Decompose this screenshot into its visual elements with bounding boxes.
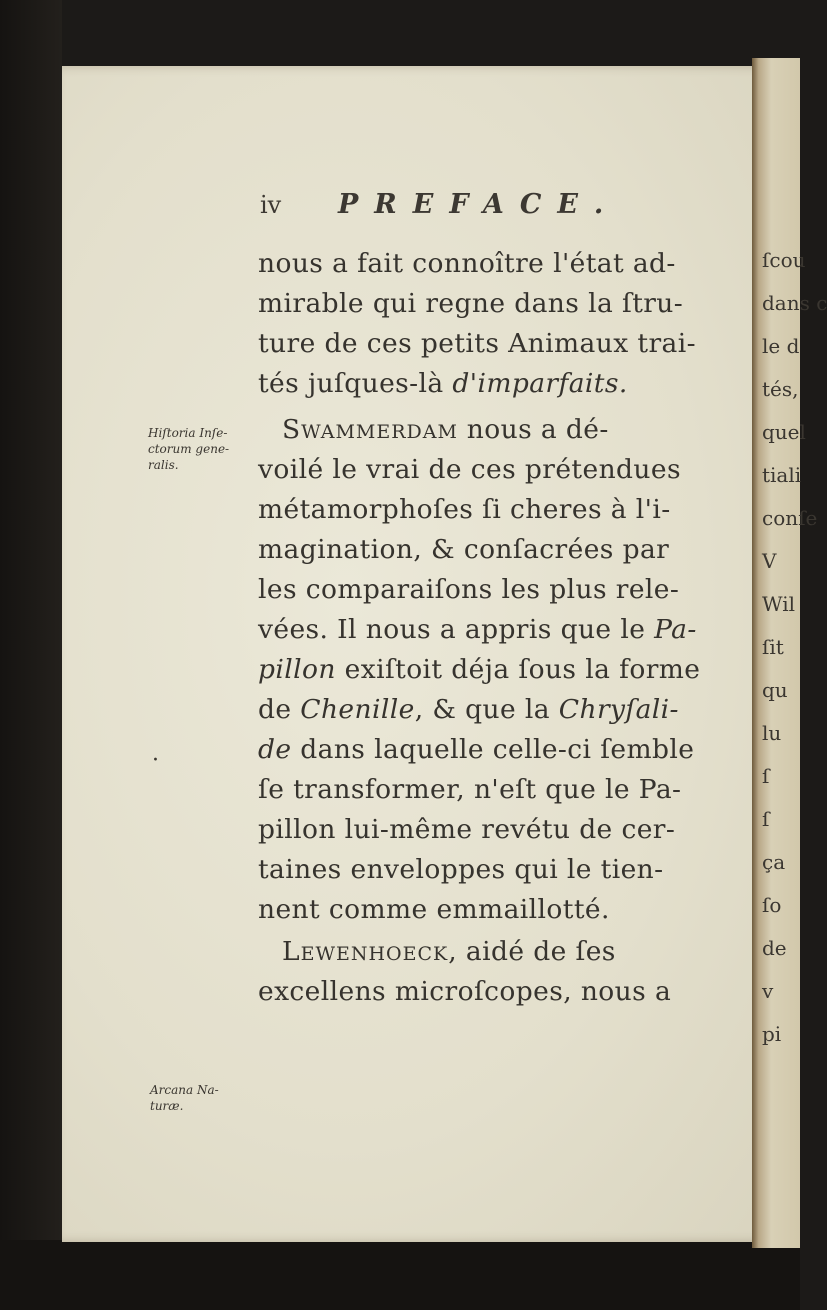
author-name-lewenhoeck: Lewenhoeck [282, 936, 449, 967]
text-line [282, 410, 609, 450]
italic-run: Pa- [654, 614, 697, 645]
text-line [258, 610, 697, 650]
margin-note-line: turæ. [150, 1099, 184, 1113]
text-line: taines enveloppes qui le tien- [258, 854, 664, 885]
stray-ink-mark: · [152, 748, 159, 773]
facing-text-fragment: pi [762, 1022, 782, 1046]
text-line: nous a fait connoître l'état ad- [258, 248, 676, 279]
facing-text-fragment: v [762, 979, 774, 1003]
background-left [0, 0, 62, 1310]
facing-text-fragment: ça [762, 850, 786, 874]
italic-run: d'imparfaits. [452, 368, 628, 399]
text-line [258, 650, 700, 690]
text-line: voilé le vrai de ces prétendues [258, 454, 681, 485]
text-line: métamorphoſes ſi cheres à l'i- [258, 494, 671, 525]
facing-text-fragment: le d [762, 334, 800, 358]
text-run: dans laquelle celle-ci ſemble [291, 734, 695, 765]
text-run: , aidé de ſes [448, 936, 616, 967]
text-line [258, 364, 628, 404]
facing-text-fragment: ſ [762, 807, 770, 831]
text-run: tés juſques-là [258, 368, 453, 399]
facing-text-fragment: ſ [762, 764, 770, 788]
text-line: mirable qui regne dans la ſtru- [258, 288, 684, 319]
facing-text-fragment: ſit [762, 635, 784, 659]
text-line: magination, & conſacrées par [258, 534, 670, 565]
italic-run: Chenille [300, 694, 415, 725]
facing-text-fragment: ſo [762, 893, 782, 917]
facing-page-edge [752, 58, 827, 1248]
facing-text-fragment: qu [762, 678, 788, 702]
text-line: excellens microſcopes, nous a [258, 976, 672, 1007]
margin-note-line: ctorum gene- [148, 442, 230, 456]
facing-text-fragment: ſcou [762, 248, 806, 272]
facing-text-fragment: lu [762, 721, 782, 745]
margin-note-arcana [150, 1082, 219, 1114]
margin-note-line: ralis. [148, 458, 179, 472]
margin-note-historia [148, 425, 229, 473]
facing-text-fragment: Wil [762, 592, 795, 616]
text-line: les comparaiſons les plus rele- [258, 574, 680, 605]
italic-run: de [258, 734, 292, 765]
running-title: PREFACE. [338, 189, 620, 220]
text-run: de [258, 694, 301, 725]
text-line [258, 690, 679, 730]
text-line: pillon lui-même revétu de cer- [258, 814, 676, 845]
italic-run: pillon [258, 654, 336, 685]
facing-text-fragment: tiali [762, 463, 802, 487]
text-line: nent comme emmaillotté. [258, 894, 610, 925]
text-line [282, 932, 616, 972]
text-line [258, 730, 694, 770]
facing-text-fragment: V [762, 549, 777, 573]
text-line: ſe transformer, n'eſt que le Pa- [258, 774, 682, 805]
text-run: exiſtoit déja ſous la forme [335, 654, 701, 685]
author-name-swammerdam: Swammerdam [282, 414, 458, 445]
facing-text-fragment: quel [762, 420, 806, 444]
running-head [200, 183, 620, 233]
text-run: , & que la [414, 694, 559, 725]
italic-run: Chryſali- [558, 694, 679, 725]
text-line: ture de ces petits Animaux trai- [258, 328, 696, 359]
margin-note-line: Hiſtoria Inſe- [148, 426, 228, 440]
text-run: vées. Il nous a appris que le [258, 614, 655, 645]
page-number: iv [260, 191, 282, 219]
margin-note-line: Arcana Na- [150, 1083, 219, 1097]
facing-text-fragment: conſe [762, 506, 818, 530]
facing-text-fragment: de [762, 936, 787, 960]
facing-text-fragment: dans c [762, 291, 827, 315]
background-bottom [0, 1240, 800, 1310]
facing-text-fragment: tés, [762, 377, 799, 401]
text-run: nous a dé- [457, 414, 609, 445]
